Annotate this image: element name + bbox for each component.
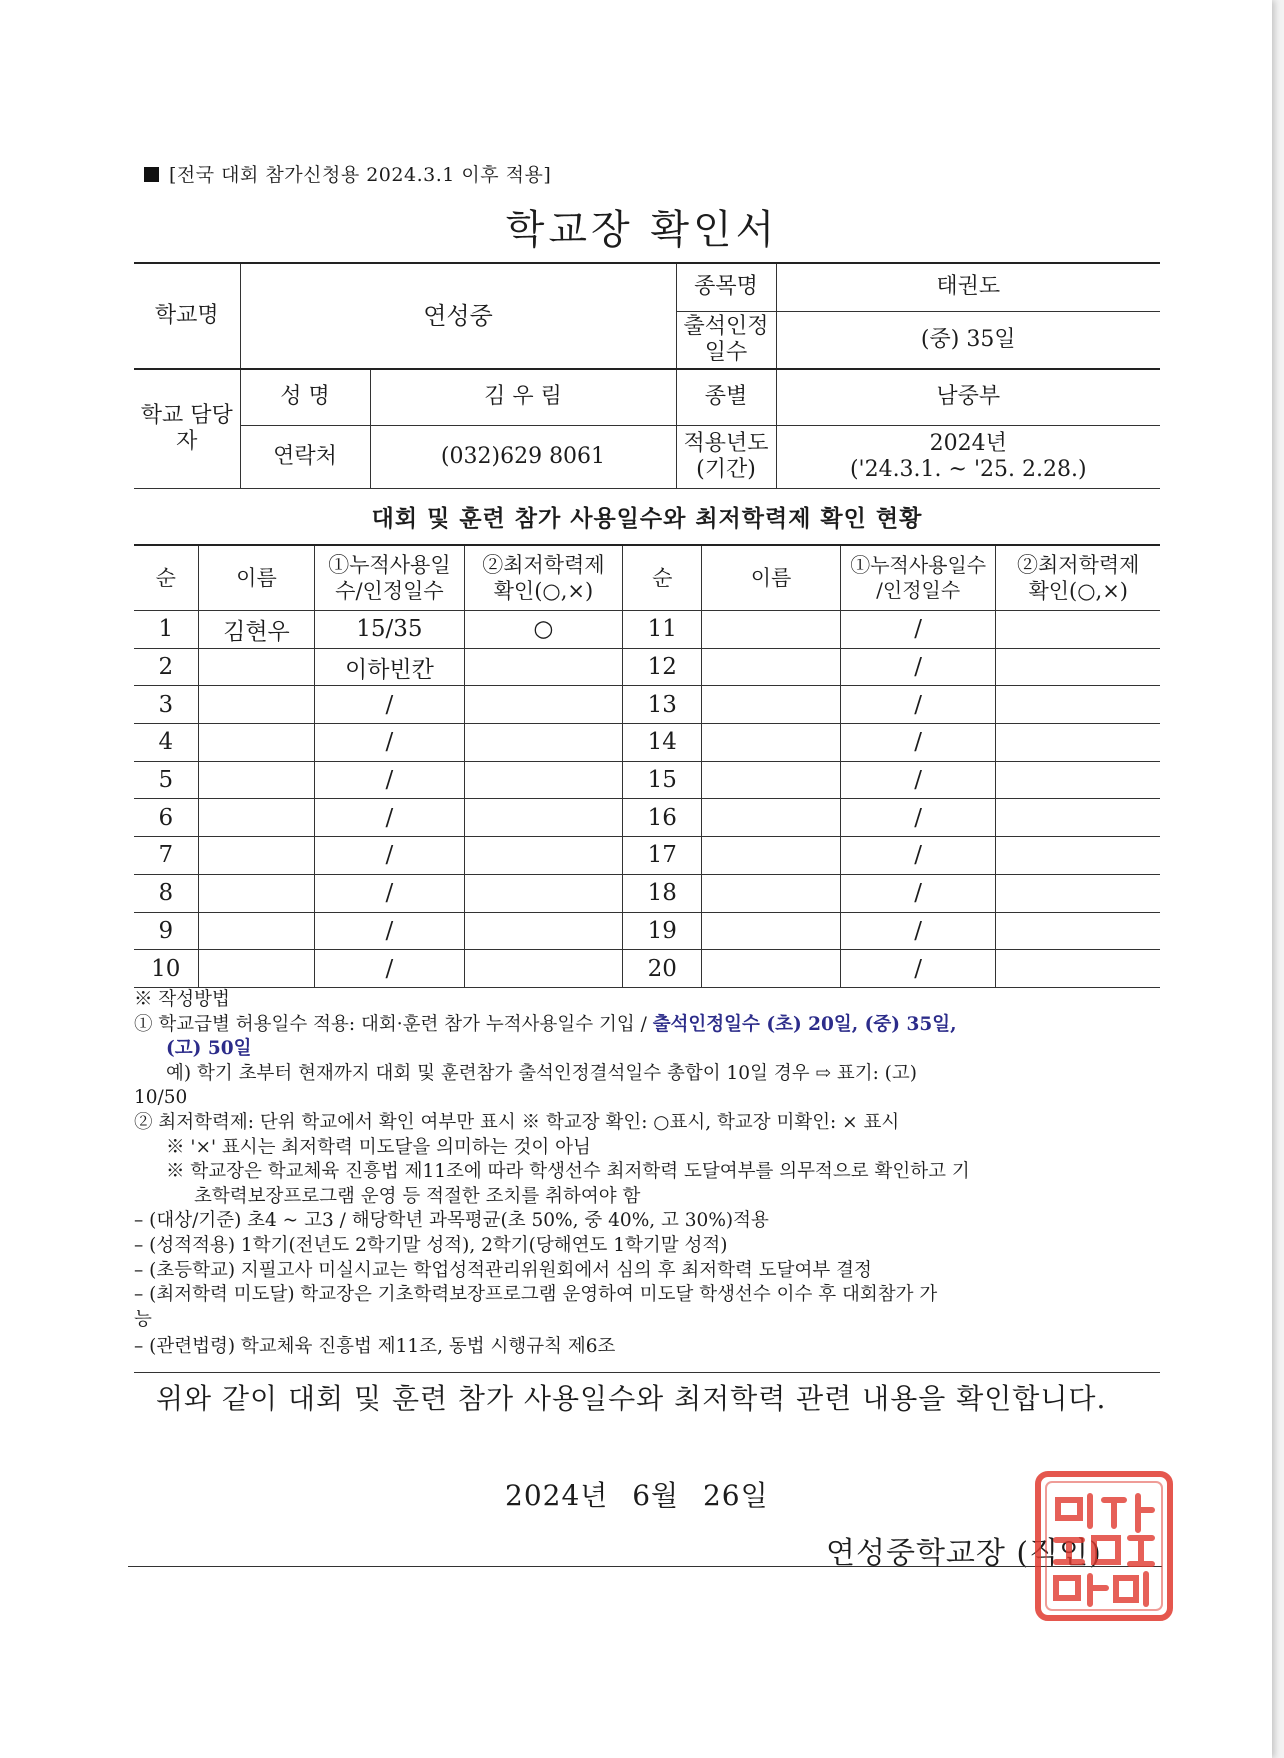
table-row: [134, 950, 1160, 988]
cell-no: 7: [134, 837, 198, 875]
principal-signature: 연성중학교장 (직인): [826, 1536, 1102, 1571]
note-1-allowance: 출석인정일수 (초) 20일, (중) 35일,: [652, 1013, 957, 1035]
header-days: [315, 545, 464, 611]
header-days-b-line2: /인정일수: [876, 578, 961, 602]
cell-days-b: /: [840, 799, 996, 837]
cell-days: /: [315, 724, 464, 762]
note-1-cont: (고) 50일: [166, 1038, 252, 1060]
participation-roster-table: [134, 544, 1160, 988]
cell-name: [198, 648, 315, 686]
header-days-b: [840, 545, 996, 611]
cell-no: 10: [134, 950, 198, 988]
confirmation-date: 2024년 6월 26일: [505, 1479, 769, 1512]
cell-check-b: [996, 799, 1160, 837]
cell-no-b: 20: [623, 950, 702, 988]
cell-name: [198, 950, 315, 988]
detail-4-cont: 능: [134, 1308, 152, 1330]
confirmation-divider: [134, 1372, 1160, 1373]
detail-2: – (성적적용) 1학기(전년도 2학기말 성적), 2학기(당해연도 1학기말 성적): [134, 1234, 728, 1256]
header-no: 순: [134, 545, 198, 611]
cell-days: /: [315, 799, 464, 837]
roster-header-row: [134, 545, 1160, 611]
cell-check: [464, 686, 623, 724]
contact-value: (032)629 8061: [370, 426, 676, 489]
cell-name-b: [702, 799, 841, 837]
cell-days: /: [315, 686, 464, 724]
notes-title: ※ 작성방법: [134, 989, 230, 1010]
cell-name-b: [702, 950, 841, 988]
note-2-sub-2: ※ 학교장은 학교체육 진흥법 제11조에 따라 학생선수 최저학력 도달여부를 의무적으로 확인하고 기: [166, 1161, 970, 1183]
table-row: [134, 799, 1160, 837]
cell-name: [198, 837, 315, 875]
detail-3: – (초등학교) 지필고사 미실시교는 학업성적관리위원회에서 심의 후 최저학력 도달여부 결정: [134, 1259, 872, 1281]
table-row: [134, 837, 1160, 875]
cell-days: /: [315, 912, 464, 950]
manager-name-value: 김 우 림: [370, 369, 676, 426]
cell-no-b: 18: [623, 874, 702, 912]
cell-no-b: 14: [623, 724, 702, 762]
cell-no-b: 15: [623, 761, 702, 799]
cell-no-b: 13: [623, 686, 702, 724]
cell-check-b: [996, 648, 1160, 686]
cell-check: [464, 761, 623, 799]
cell-name: [198, 761, 315, 799]
table-row: [134, 724, 1160, 762]
detail-5: – (관련법령) 학교체육 진흥법 제11조, 동법 시행규칙 제6조: [134, 1336, 616, 1358]
cell-no: 2: [134, 648, 198, 686]
cell-no: 9: [134, 912, 198, 950]
note-1-example-cont: 10/50: [134, 1087, 188, 1109]
table-row: [134, 686, 1160, 724]
header-days-b-line1: ①누적사용일수: [850, 553, 987, 577]
cell-no: 3: [134, 686, 198, 724]
table-row: [134, 912, 1160, 950]
cell-no: 1: [134, 611, 198, 649]
cell-check: [464, 874, 623, 912]
cell-no: 6: [134, 799, 198, 837]
header-check-b-line2: 확인(○,×): [1028, 579, 1128, 603]
cell-days: /: [315, 874, 464, 912]
cell-check: [464, 724, 623, 762]
contact-label: 연락처: [240, 426, 370, 489]
sport-label: 종목명: [676, 263, 776, 312]
cell-days-b: /: [840, 837, 996, 875]
cell-days-b: /: [840, 874, 996, 912]
category-value: 남중부: [776, 369, 1160, 426]
cell-days-b: /: [840, 950, 996, 988]
note-1-example: 예) 학기 초부터 현재까지 대회 및 훈련참가 출석인정결석일수 총합이 10일 경우 ⇨ 표기: (고): [166, 1062, 917, 1084]
writing-instructions: [134, 988, 1164, 1360]
cell-days: 15/35: [315, 611, 464, 649]
cell-no: 8: [134, 874, 198, 912]
official-seal-stamp: [1034, 1470, 1174, 1622]
confirmation-statement: 위와 같이 대회 및 훈련 참가 사용일수와 최저학력 관련 내용을 확인합니다.: [156, 1382, 1107, 1415]
cell-name-b: [702, 837, 841, 875]
cell-check: [464, 837, 623, 875]
section-title: 대회 및 훈련 참가 사용일수와 최저학력제 확인 현황: [371, 505, 923, 532]
applicable-year-cell: [776, 426, 1160, 489]
cell-check-b: [996, 950, 1160, 988]
cell-name-b: [702, 648, 841, 686]
cell-check-b: [996, 761, 1160, 799]
sport-value: 태권도: [776, 263, 1160, 312]
table-row: [134, 648, 1160, 686]
cell-days: /: [315, 837, 464, 875]
cell-check: [464, 912, 623, 950]
school-info-table: [134, 262, 1160, 489]
cell-days-b: /: [840, 686, 996, 724]
cell-check: [464, 648, 623, 686]
cell-check: [464, 950, 623, 988]
cell-no-b: 11: [623, 611, 702, 649]
table-row: [134, 611, 1160, 649]
detail-1: – (대상/기준) 초4 ~ 고3 / 해당학년 과목평균(초 50%, 중 40%, 고 30%)적용: [134, 1210, 769, 1232]
detail-4: – (최저학력 미도달) 학교장은 기초학력보장프로그램 운영하여 미도달 학생선수 이수 후 대회참가 가: [134, 1284, 938, 1306]
header-check-line2: 확인(○,×): [493, 579, 594, 603]
school-name-label: 학교명: [134, 263, 240, 369]
table-row: [134, 761, 1160, 799]
cell-name: [198, 912, 315, 950]
note-2-sub-1: ※ '×' 표시는 최저학력 미도달을 의미하는 것이 아님: [166, 1136, 591, 1158]
signature-divider: [128, 1566, 1162, 1567]
cell-name: 김현우: [198, 611, 315, 649]
cell-no: 5: [134, 761, 198, 799]
note-2: ② 최저학력제: 단위 학교에서 확인 여부만 표시 ※ 학교장 확인: ○표시, 학교장 미확인: × 표시: [134, 1111, 900, 1133]
cell-days-b: /: [840, 611, 996, 649]
cell-days-b: /: [840, 761, 996, 799]
cell-name: [198, 799, 315, 837]
cell-check-b: [996, 686, 1160, 724]
cell-days-b: /: [840, 648, 996, 686]
attendance-days-label: 출석인정 일수: [676, 312, 776, 370]
header-check-b-line1: ②최저학력제: [1017, 552, 1140, 577]
form-usage-note: [144, 160, 551, 187]
cell-check-b: [996, 611, 1160, 649]
header-name-b: 이름: [702, 545, 841, 611]
manager-name-label: 성 명: [240, 369, 370, 426]
cell-name: [198, 724, 315, 762]
cell-days: /: [315, 761, 464, 799]
header-check-line1: ②최저학력제: [482, 552, 605, 577]
header-check-b: [996, 545, 1160, 611]
header-days-line2: 수/인정일수: [335, 579, 444, 603]
cell-check-b: [996, 724, 1160, 762]
cell-name-b: [702, 724, 841, 762]
cell-check: ○: [464, 611, 623, 649]
square-bullet-icon: [144, 167, 159, 182]
cell-no-b: 16: [623, 799, 702, 837]
cell-check-b: [996, 837, 1160, 875]
form-usage-note-text: [전국 대회 참가신청용 2024.3.1 이후 적용]: [169, 164, 552, 186]
category-label: 종별: [676, 369, 776, 426]
header-check: [464, 545, 623, 611]
attendance-days-value: (중) 35일: [776, 312, 1160, 370]
header-name: 이름: [198, 545, 315, 611]
cell-days-b: /: [840, 724, 996, 762]
note-1: [134, 1013, 1164, 1038]
note-2-sub-2-cont: 초학력보장프로그램 운영 등 적절한 조치를 취하여야 함: [194, 1185, 641, 1207]
cell-name-b: [702, 611, 841, 649]
cell-no-b: 12: [623, 648, 702, 686]
document-title: 학교장 확인서: [505, 207, 779, 253]
cell-no-b: 17: [623, 837, 702, 875]
cell-no-b: 19: [623, 912, 702, 950]
cell-days: 이하빈칸: [315, 648, 464, 686]
cell-no: 4: [134, 724, 198, 762]
applicable-year-value: 2024년: [929, 430, 1007, 456]
header-days-line1: ①누적사용일: [328, 552, 451, 577]
cell-days: /: [315, 950, 464, 988]
cell-name-b: [702, 912, 841, 950]
cell-name-b: [702, 761, 841, 799]
cell-name: [198, 686, 315, 724]
cell-check-b: [996, 874, 1160, 912]
applicable-year-label: 적용년도 (기간): [676, 426, 776, 489]
cell-days-b: /: [840, 912, 996, 950]
cell-check-b: [996, 912, 1160, 950]
table-row: [134, 874, 1160, 912]
school-name-value: 연성중: [240, 263, 676, 369]
cell-name: [198, 874, 315, 912]
applicable-period-value: ('24.3.1. ~ '25. 2.28.): [849, 457, 1087, 482]
school-manager-label: 학교 담당자: [134, 369, 240, 489]
cell-name-b: [702, 874, 841, 912]
cell-check: [464, 799, 623, 837]
note-1-text: ① 학교급별 허용일수 적용: 대회·훈련 참가 누적사용일수 기입 /: [134, 1013, 653, 1035]
header-no-b: 순: [623, 545, 702, 611]
cell-name-b: [702, 686, 841, 724]
